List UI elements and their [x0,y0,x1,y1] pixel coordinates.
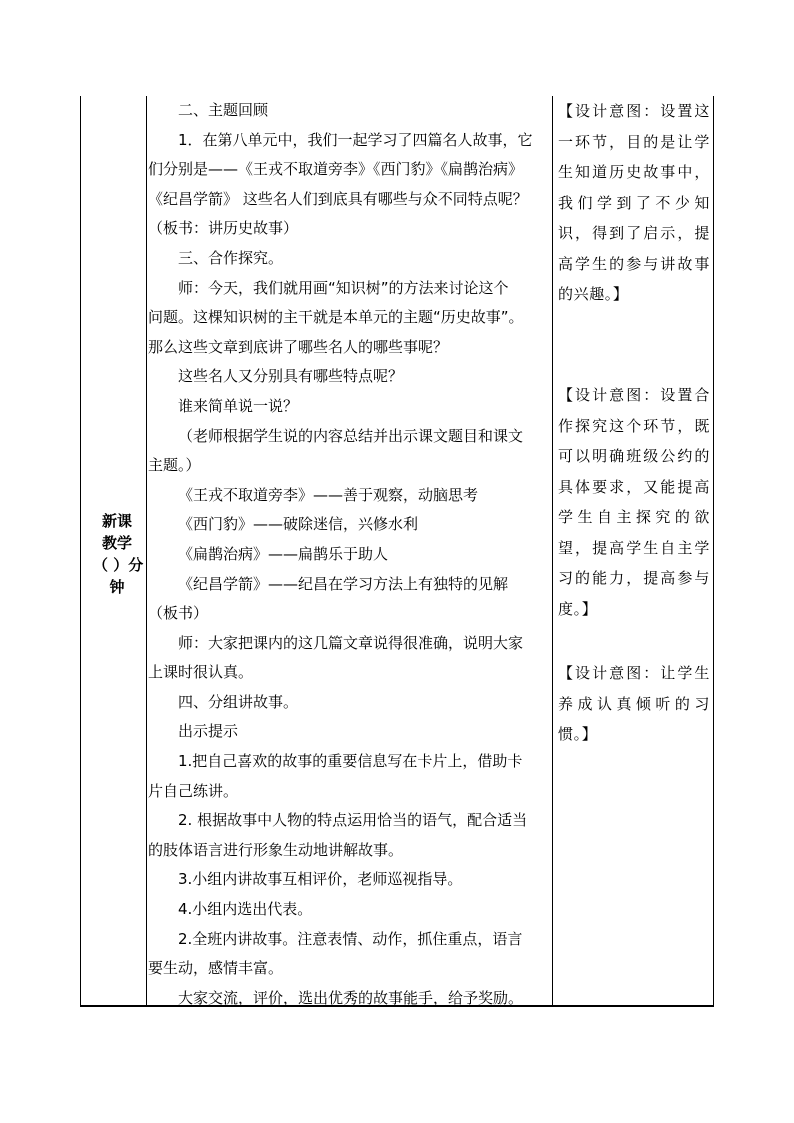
content-line: 2.全班内讲故事。注意表情、动作，抓住重点，语言 [178,929,523,948]
content-line: 《王戎不取道旁李》——善于观察，动脑思考 [178,485,479,504]
table-divider-1 [146,96,147,1007]
content-line: 《扁鹊治病》——扁鹊乐于助人 [178,544,389,563]
table-border-left [80,96,81,1007]
content-line: （板书） [148,604,209,623]
content-line: 们分别是——《王戎不取道旁李》《西门豹》《扁鹊治病》 [148,160,524,179]
content-line: 师：今天，我们就用画“知识树”的方法来讨论这个 [178,278,509,297]
row-label-line: 教学 [101,534,132,552]
content-line: 出示提示 [178,722,239,741]
design-note: 【设计意图：设置这一环节，目的是让学生知道历史故事中，我们学到了不少知识，得到了启示，提高学生的参与讲故事的兴趣。】 [558,102,710,303]
content-line: 谁来简单说一说？ [178,396,299,415]
content-line: 4.小组内选出代表。 [178,900,313,919]
content-line: 二、主题回顾 [178,101,269,119]
content-line: 大家交流，评价，选出优秀的故事能手，给予奖励。 [178,988,524,1007]
content-line: （板书：讲历史故事） [148,219,299,238]
content-line: 上课时很认真。 [148,663,254,682]
content-line: 问题。这棵知识树的主干就是本单元的主题“历史故事”。 [148,308,524,327]
table-border-right [713,96,714,1007]
row-label-line: 新课 [101,512,132,530]
row-label-line: （ ）分 [93,556,144,574]
content-line: 的肢体语言进行形象生动地讲解故事。 [148,840,404,859]
content-line: 片自己练讲。 [148,781,239,800]
content-line: 《纪昌学箭》——纪昌在学习方法上有独特的见解 [178,574,509,593]
content-line: 师：大家把课内的这几篇文章说得很准确，说明大家 [178,633,524,652]
content-line: 主题。） [148,456,201,475]
content-line: 3.小组内讲故事互相评价，老师巡视指导。 [178,870,463,889]
content-line: 要生动，感情丰富。 [148,959,284,978]
design-note: 【设计意图：让学生养成认真倾听的习惯。】 [558,664,710,743]
teaching-content [148,96,550,1013]
content-line: 这些名人又分别具有哪些特点呢？ [178,367,404,386]
content-line: 1．在第八单元中，我们一起学习了四篇名人故事，它 [178,130,533,149]
row-label [93,510,144,598]
content-line: 四、分组讲故事。 [178,692,299,711]
content-line: 1.把自己喜欢的故事的重要信息写在卡片上，借助卡 [178,752,523,771]
content-line: 《纪昌学箭》 这些名人们到底具有哪些与众不同特点呢？ [148,189,528,208]
content-line: （老师根据学生说的内容总结并出示课文题目和课文 [178,426,524,445]
content-line: 三、合作探究。 [178,248,284,267]
content-line: 《西门豹》——破除迷信，兴修水利 [178,515,419,534]
content-line: 那么这些文章到底讲了哪些名人的哪些事呢？ [148,337,449,356]
table-divider-2 [552,96,553,1007]
content-line: 2. 根据故事中人物的特点运用恰当的语气，配合适当 [178,811,528,830]
design-note: 【设计意图：设置合作探究这个环节，既可以明确班级公约的具体要求，又能提高学生自主探究的欲望，提高学生自主学习的能力，提高参与度。】 [558,386,710,618]
row-label-line: 钟 [109,578,125,596]
